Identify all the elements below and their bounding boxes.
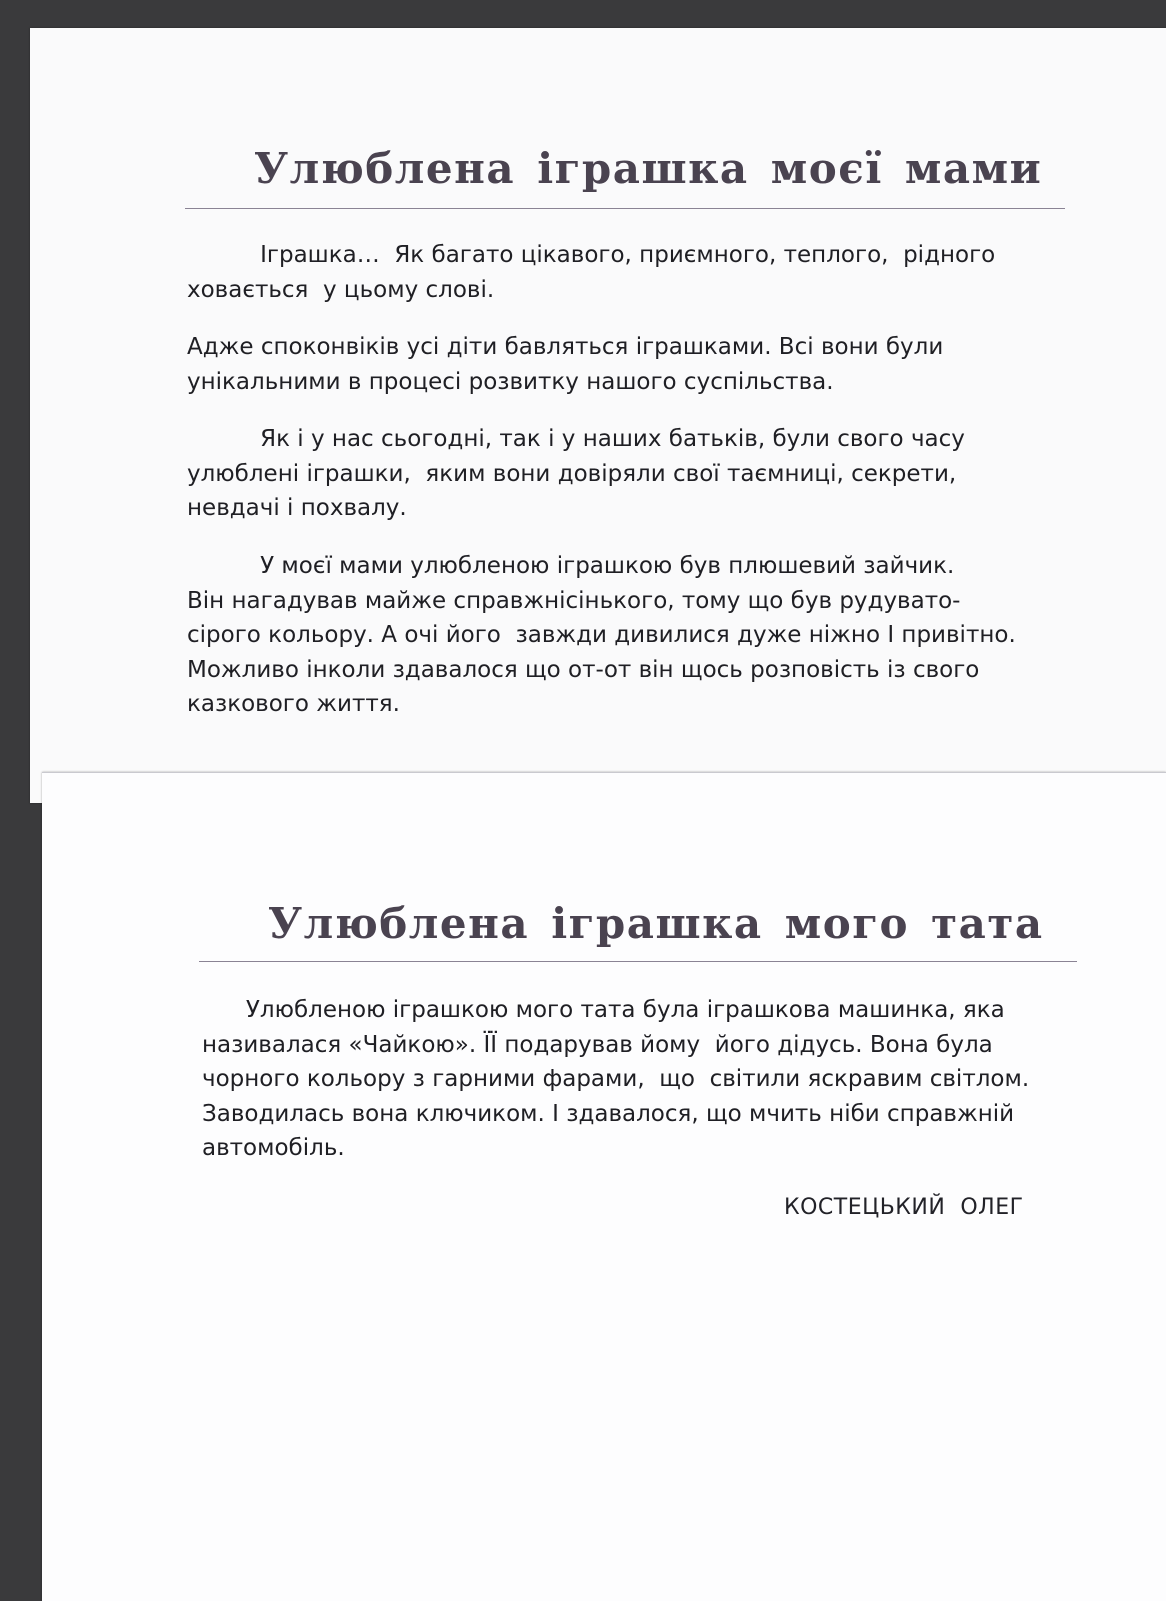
page-bottom-title: Улюблена іграшка мого тата xyxy=(268,899,1044,948)
page-top-paragraph-4: У моєї мами улюбленою іграшкою був плюшевий зайчик. Він нагадував майже справжнісінького, тому що був рудувато- сірого кольору. А очі його завжди дивилися дуже ніжно І привітно. Можливо інколи здавалося що от-от він щось розповість із свого казкового життя. xyxy=(187,553,1016,717)
page-bottom-sheet xyxy=(42,772,1166,1601)
page-top-paragraph-1: Іграшка… Як багато цікавого, приємного, теплого, рідного ховається у цьому слові. xyxy=(187,242,996,303)
author-signature: КОСТЕЦЬКИЙ ОЛЕГ xyxy=(784,1195,1024,1220)
page-top-paragraph-3: Як і у нас сьогодні, так і у наших батьків, були свого часу улюблені іграшки, яким вони довіряли свої таємниці, секрети, невдачі і похвалу. xyxy=(187,426,965,521)
page-top-paragraph-2: Адже споконвіків усі діти бавляться іграшками. Всі вони були унікальними в процесі розвитку нашого суспільства. xyxy=(187,334,944,395)
page-bottom-paragraph: Улюбленою іграшкою мого тата була іграшкова машинка, яка називалася «Чайкою». ЇЇ подарував йому його дідусь. Вона була чорного кольору з гарними фарами, що світили яскравим світлом. Заводилась вона ключиком. І здавалося, що мчить ніби справжній автомобіль. xyxy=(202,997,1030,1161)
page-top-title-rule xyxy=(185,208,1065,209)
page-top-title: Улюблена іграшка моєї мами xyxy=(254,144,1043,193)
page-bottom-title-rule xyxy=(199,961,1077,962)
page-top-sheet xyxy=(30,28,1166,803)
